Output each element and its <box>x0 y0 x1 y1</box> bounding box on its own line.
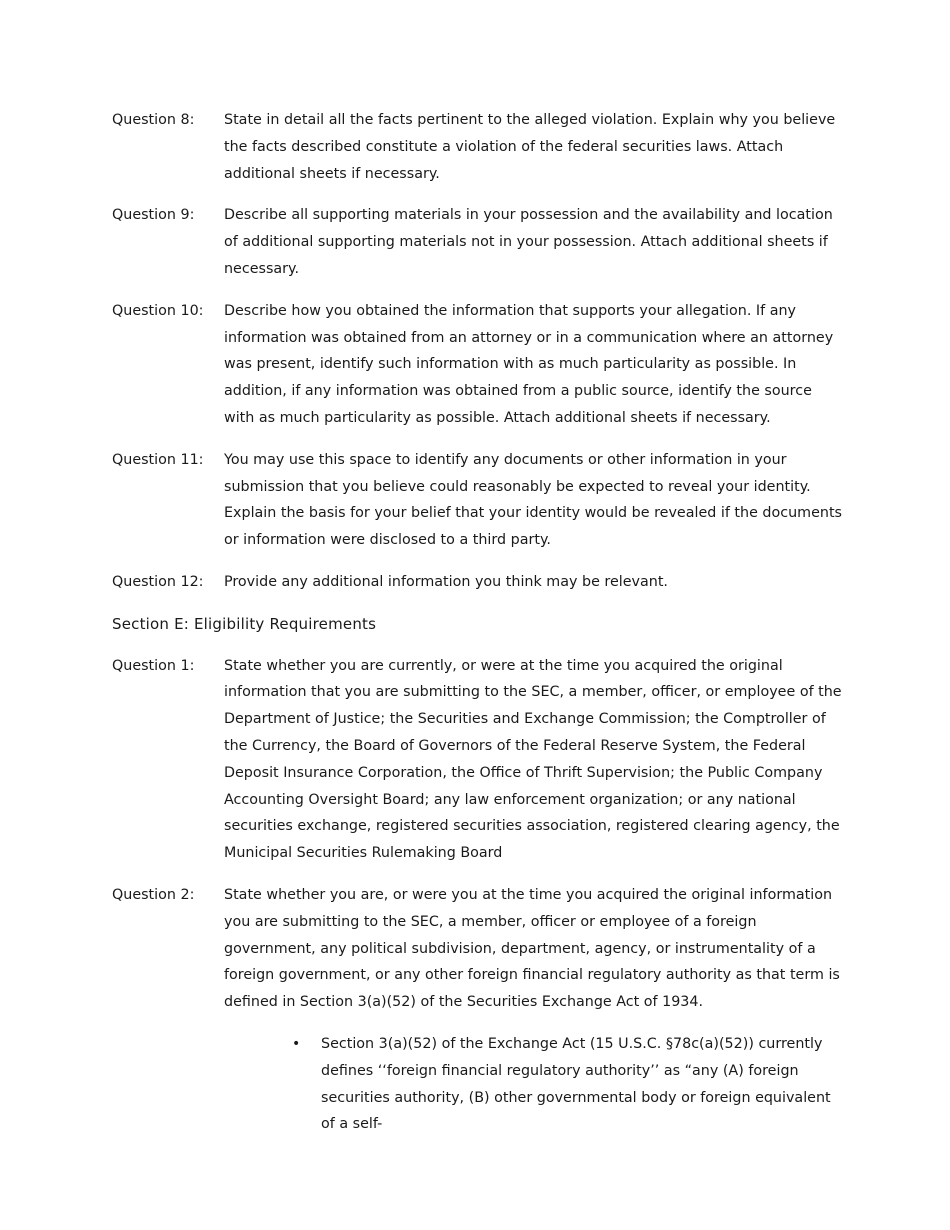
question-12 <box>112 569 842 596</box>
section-e-question-1 <box>112 653 842 867</box>
question-text: Provide any additional information you think may be relevant. <box>224 573 668 590</box>
document-page <box>112 107 842 1138</box>
bullet-text: Section 3(a)(52) of the Exchange Act (15 U.S.C. §78c(a)(52)) currently defines ‘‘foreign financial regulatory authority’’ as “any (A) foreign securities authority, (B) other governmental body or foreign equivalent of a self- <box>321 1035 831 1133</box>
question-text: State whether you are, or were you at the time you acquired the original information you are submitting to the SEC, a member, officer or employee of a foreign government, any political subdivision, department, agency, or instrumentality of a foreign government, or any other foreign financial regulatory authority as that term is defined in Section 3(a)(52) of the Securities Exchange Act of 1934. <box>224 886 840 1011</box>
bullet-icon: • <box>292 1035 301 1052</box>
question-11 <box>112 447 842 554</box>
question-label: Question 2: <box>112 886 195 903</box>
question-9 <box>112 202 842 282</box>
question-text: Describe all supporting materials in your possession and the availability and location of additional supporting materials not in your possession. Attach additional sheets if necessary. <box>224 207 833 277</box>
question-label: Question 9: <box>112 207 195 224</box>
question-label: Question 10: <box>112 302 204 319</box>
question-text: State whether you are currently, or were at the time you acquired the original information that you are submitting to the SEC, a member, officer, or employee of the Department of Justice; the Securities and Exchange Commission; the Comptroller of the Currency, the Board of Governors of the Federal Reserve System, the Federal Deposit Insurance Corporation, the Office of Thrift Supervision; the Public Company Accounting Oversight Board; any law enforcement organization; or any national securities exchange, registered securities association, registered clearing agency, the Municipal Securities Rulemaking Board <box>224 657 842 862</box>
question-10 <box>112 298 842 432</box>
section-e-heading: Section E: Eligibility Requirements <box>112 614 377 633</box>
question-text: Describe how you obtained the information that supports your allegation. If any information was obtained from an attorney or in a communication where an attorney was present, identify such information with as much particularity as possible. In addition, if any information was obtained from a public source, identify the source with as much particularity as possible. Attach additional sheets if necessary. <box>224 302 834 426</box>
question-label: Question 12: <box>112 573 204 590</box>
question-8 <box>112 107 842 187</box>
question-label: Question 8: <box>112 112 195 128</box>
question-text: State in detail all the facts pertinent to the alleged violation. Explain why you believe the facts described constitute a violation of the federal securities laws. Attach additional sheets if necessary. <box>224 112 836 182</box>
question-label: Question 11: <box>112 451 204 468</box>
definition-bullet <box>292 1031 842 1138</box>
question-text: You may use this space to identify any documents or other information in your submission that you believe could reasonably be expected to reveal your identity. Explain the basis for your belief that your identity would be revealed if the documents or information were disclosed to a third party. <box>224 451 842 549</box>
section-e-question-2 <box>112 882 842 1016</box>
question-label: Question 1: <box>112 657 195 674</box>
